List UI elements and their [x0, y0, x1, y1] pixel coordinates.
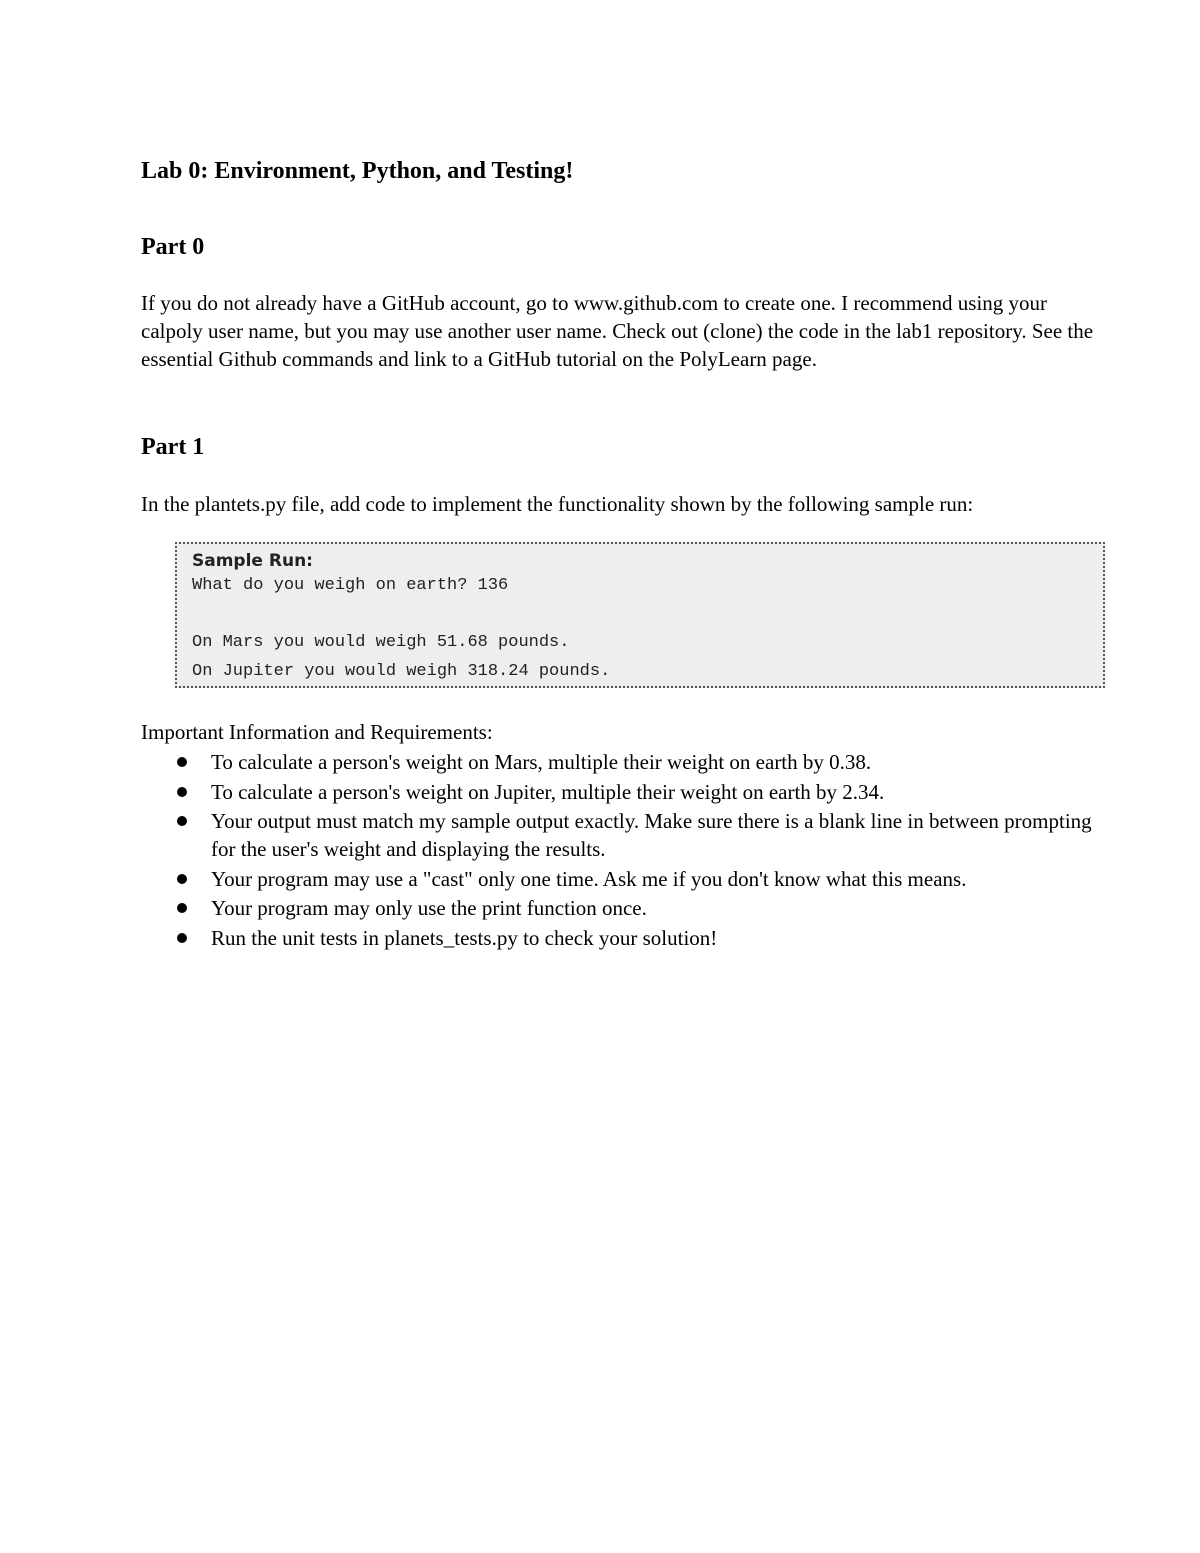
sample-run-line — [192, 601, 1103, 630]
list-item — [141, 778, 1101, 806]
bullet-icon — [177, 757, 187, 767]
sample-run-label: Sample Run: — [192, 551, 313, 571]
list-item — [141, 807, 1101, 863]
list-item-text: To calculate a person's weight on Jupiter, multiple their weight on earth by 2.34. — [211, 779, 885, 804]
sample-run-line: What do you weigh on earth? 136 — [192, 576, 509, 595]
bullet-icon — [177, 787, 187, 797]
list-item-text: Run the unit tests in planets_tests.py to check your solution! — [211, 925, 718, 950]
sample-run-line: On Mars you would weigh 51.68 pounds. — [192, 633, 570, 652]
bullet-icon — [177, 933, 187, 943]
requirements-heading: Important Information and Requirements: — [141, 720, 493, 744]
bullet-icon — [177, 903, 187, 913]
list-item-text: Your program may use a "cast" only one time. Ask me if you don't know what this means. — [211, 866, 967, 891]
part-0-heading: Part 0 — [141, 234, 205, 260]
list-item — [141, 748, 1101, 776]
sample-run-box — [175, 542, 1105, 688]
list-item-text: Your output must match my sample output exactly. Make sure there is a blank line in between prompting for the user's weight and displaying the results. — [211, 809, 1092, 861]
requirements-list — [141, 748, 1101, 953]
bullet-icon — [177, 874, 187, 884]
document-title: Lab 0: Environment, Python, and Testing! — [141, 158, 574, 184]
list-item — [141, 924, 1101, 952]
list-item — [141, 894, 1101, 922]
list-item — [141, 865, 1101, 893]
part-0-paragraph: If you do not already have a GitHub account, go to www.github.com to create one. I recommend using your calpoly user name, but you may use another user name. Check out (clone) the code in the lab1 repository. See the essential Github commands and link to a GitHub tutorial on the PolyLearn page. — [141, 291, 1094, 371]
list-item-text: Your program may only use the print function once. — [211, 896, 647, 920]
part-1-heading: Part 1 — [141, 434, 205, 460]
bullet-icon — [177, 816, 187, 826]
list-item-text: To calculate a person's weight on Mars, multiple their weight on earth by 0.38. — [211, 750, 872, 774]
sample-run-line: On Jupiter you would weigh 318.24 pounds. — [192, 661, 611, 681]
part-1-paragraph: In the plantets.py file, add code to implement the functionality shown by the following sample run: — [141, 492, 974, 516]
